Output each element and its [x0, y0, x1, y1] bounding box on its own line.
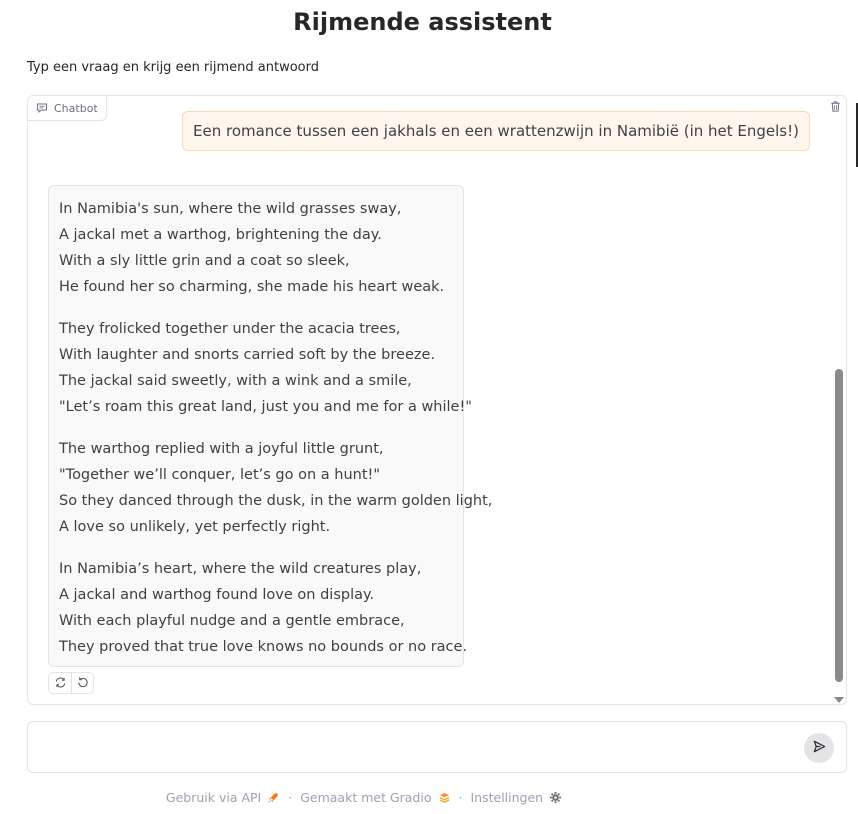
- poem-line: In Namibia's sun, where the wild grasses sway,: [59, 201, 402, 217]
- poem-line: With a sly little grin and a coat so sleek,: [59, 253, 350, 269]
- gradio-logo-icon: [438, 791, 451, 804]
- poem-line: He found her so charming, she made his heart weak.: [59, 279, 445, 295]
- settings-link[interactable]: [470, 790, 562, 805]
- poem-stanza: [59, 436, 493, 540]
- message-input[interactable]: [38, 732, 798, 762]
- poem-line: The warthog replied with a joyful little grunt,: [59, 441, 384, 457]
- gear-icon: [549, 791, 562, 804]
- undo-button[interactable]: [71, 673, 93, 693]
- poem-line: A jackal and warthog found love on display.: [59, 587, 375, 603]
- undo-icon: [76, 674, 89, 693]
- footer-separator: ·: [458, 790, 463, 805]
- scroll-down-arrow-icon[interactable]: [834, 697, 844, 703]
- settings-link-label: Instellingen: [470, 790, 544, 805]
- send-button[interactable]: [804, 733, 834, 763]
- footer: [0, 790, 728, 805]
- poem-line: They frolicked together under the acacia trees,: [59, 321, 401, 337]
- poem-line: A love so unlikely, yet perfectly right.: [59, 519, 331, 535]
- poem-stanza: [59, 316, 472, 420]
- api-link-label: Gebruik via API: [165, 790, 262, 805]
- send-icon: [812, 739, 827, 758]
- bot-message: [48, 185, 493, 667]
- footer-separator: ·: [288, 790, 293, 805]
- gradio-link[interactable]: [300, 790, 450, 805]
- chatbot-label-text: Chatbot: [54, 101, 98, 115]
- api-link[interactable]: [166, 790, 280, 805]
- user-message: Een romance tussen een jakhals en een wrattenzwijn in Namibië (in het Engels!): [182, 111, 810, 151]
- message-input-container: [27, 721, 847, 773]
- page-description: Typ een vraag en krijg een rijmend antwoord: [27, 60, 319, 75]
- poem-stanza: [59, 196, 453, 300]
- rocket-icon: [267, 791, 280, 804]
- poem-line: The jackal said sweetly, with a wink and a smile,: [59, 373, 412, 389]
- poem-line: With laughter and snorts carried soft by the breeze.: [59, 347, 436, 363]
- chatbot-label: [28, 96, 107, 121]
- chat-scrollbar[interactable]: [833, 104, 843, 704]
- poem-line: A jackal met a warthog, brightening the day.: [59, 227, 382, 243]
- poem-line: So they danced through the dusk, in the warm golden light,: [59, 493, 493, 509]
- chat-icon: [36, 102, 48, 114]
- retry-button[interactable]: [49, 673, 71, 693]
- poem-line: With each playful nudge and a gentle embrace,: [59, 613, 405, 629]
- retry-icon: [54, 674, 67, 693]
- poem-line: "Together we’ll conquer, let’s go on a hunt!": [59, 467, 381, 483]
- poem-line: They proved that true love knows no bounds or no race.: [59, 639, 468, 655]
- chatbot-panel: [27, 95, 847, 705]
- message-actions: [48, 672, 94, 694]
- poem-line: "Let’s roam this great land, just you and me for a while!": [59, 399, 472, 415]
- page-title: Rijmende assistent: [293, 8, 552, 36]
- poem-line: In Namibia’s heart, where the wild creatures play,: [59, 561, 422, 577]
- gradio-link-label: Gemaakt met Gradio: [300, 790, 432, 805]
- scroll-thumb[interactable]: [835, 369, 843, 682]
- poem-stanza: [59, 556, 468, 660]
